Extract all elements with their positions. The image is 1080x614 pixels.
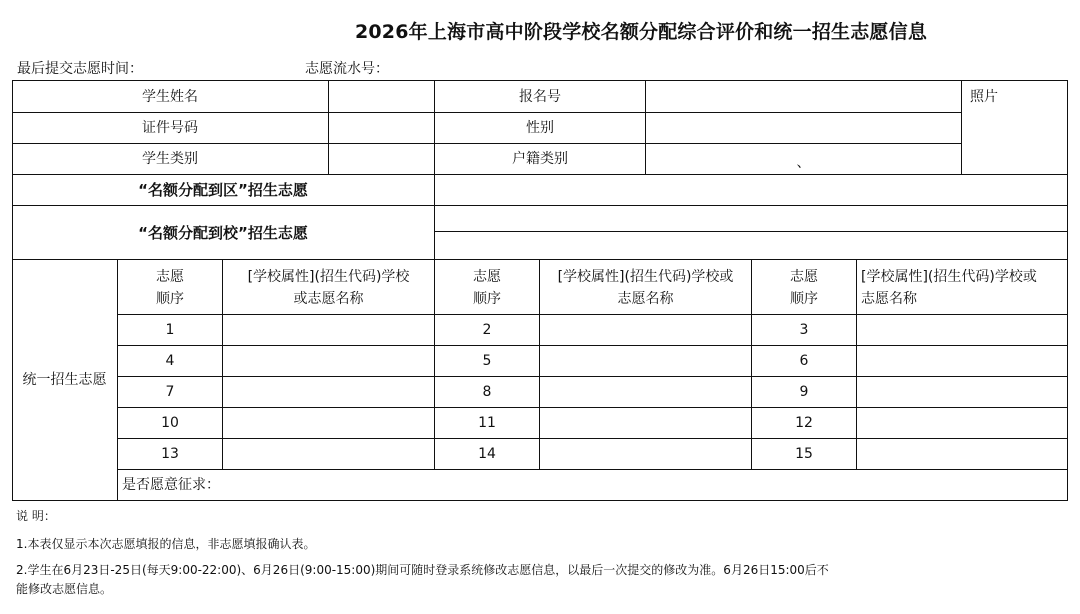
order-header-line2: 顺序 — [473, 291, 501, 307]
school-name-header-3 — [857, 264, 1067, 312]
order-header-2 — [435, 264, 539, 312]
order-number: 15 — [795, 446, 813, 462]
order-number: 8 — [482, 384, 492, 400]
registration-no-label: 报名号 — [519, 88, 561, 105]
order-header-3 — [752, 264, 856, 312]
student-name-value — [329, 81, 434, 112]
order-number: 1 — [165, 322, 175, 338]
unified-enrollment-label: 统一招生志愿 — [22, 372, 107, 388]
serial-number-label: 志愿流水号： — [305, 61, 389, 77]
school-name-header-line1: [学校属性](招生代码)学校或 — [557, 269, 734, 285]
photo-label: 照片 — [970, 89, 998, 105]
school-name-header-1 — [223, 264, 434, 312]
gender-label: 性别 — [526, 120, 554, 136]
district-quota-label: “名额分配到区”招生志愿 — [138, 181, 308, 199]
page-title: 2026年上海市高中阶段学校名额分配综合评价和统一招生志愿信息 — [354, 21, 928, 43]
order-number: 5 — [482, 353, 492, 369]
school-name-header-2 — [540, 264, 751, 312]
order-header-line1: 志愿 — [473, 269, 501, 285]
order-number: 10 — [161, 415, 179, 431]
student-type-label: 学生类别 — [142, 151, 198, 167]
order-number: 12 — [795, 415, 813, 431]
last-submit-time-label: 最后提交志愿时间： — [17, 61, 143, 77]
order-header-1 — [118, 264, 222, 312]
order-number: 3 — [799, 322, 809, 338]
school-name-header-line2: 志愿名称 — [861, 291, 917, 307]
order-number: 11 — [478, 415, 496, 431]
registration-no-value — [646, 81, 961, 112]
order-header-line1: 志愿 — [156, 269, 184, 285]
order-number: 4 — [165, 353, 175, 369]
school-name-header-line1: [学校属性](招生代码)学校或 — [861, 269, 1037, 285]
willing-to-solicit-label: 是否愿意征求： — [122, 477, 220, 493]
household-type-label: 户籍类别 — [512, 151, 568, 167]
order-number: 2 — [482, 322, 492, 338]
order-header-line2: 顺序 — [790, 291, 818, 307]
order-number: 14 — [478, 446, 496, 462]
note-1: 1.本表仅显示本次志愿填报的信息，非志愿填报确认表。 — [16, 537, 316, 551]
school-name-header-line2: 志愿名称 — [617, 291, 674, 307]
school-name-header-line1: [学校属性](招生代码)学校 — [247, 269, 410, 285]
notes-heading: 说 明： — [16, 509, 56, 523]
school-quota-label: “名额分配到校”招生志愿 — [138, 223, 308, 242]
order-number: 6 — [799, 353, 809, 369]
student-name-label: 学生姓名 — [142, 88, 198, 105]
order-number: 7 — [165, 384, 175, 400]
school-name-header-line2: 或志愿名称 — [293, 291, 364, 307]
note-2-line1: 2.学生在6月23日-25日(每天9:00-22:00)、6月26日(9:00-15:00)期间可随时登录系统修改志愿信息，以最后一次提交的修改为准。6月26日15:00后不 — [16, 563, 829, 577]
id-no-label: 证件号码 — [142, 120, 198, 136]
note-2-line2: 能修改志愿信息。 — [16, 582, 113, 596]
order-number: 9 — [799, 384, 809, 400]
order-header-line2: 顺序 — [156, 291, 184, 307]
household-type-value: 、 — [796, 155, 811, 171]
order-header-line1: 志愿 — [790, 269, 818, 285]
order-number: 13 — [161, 446, 179, 462]
